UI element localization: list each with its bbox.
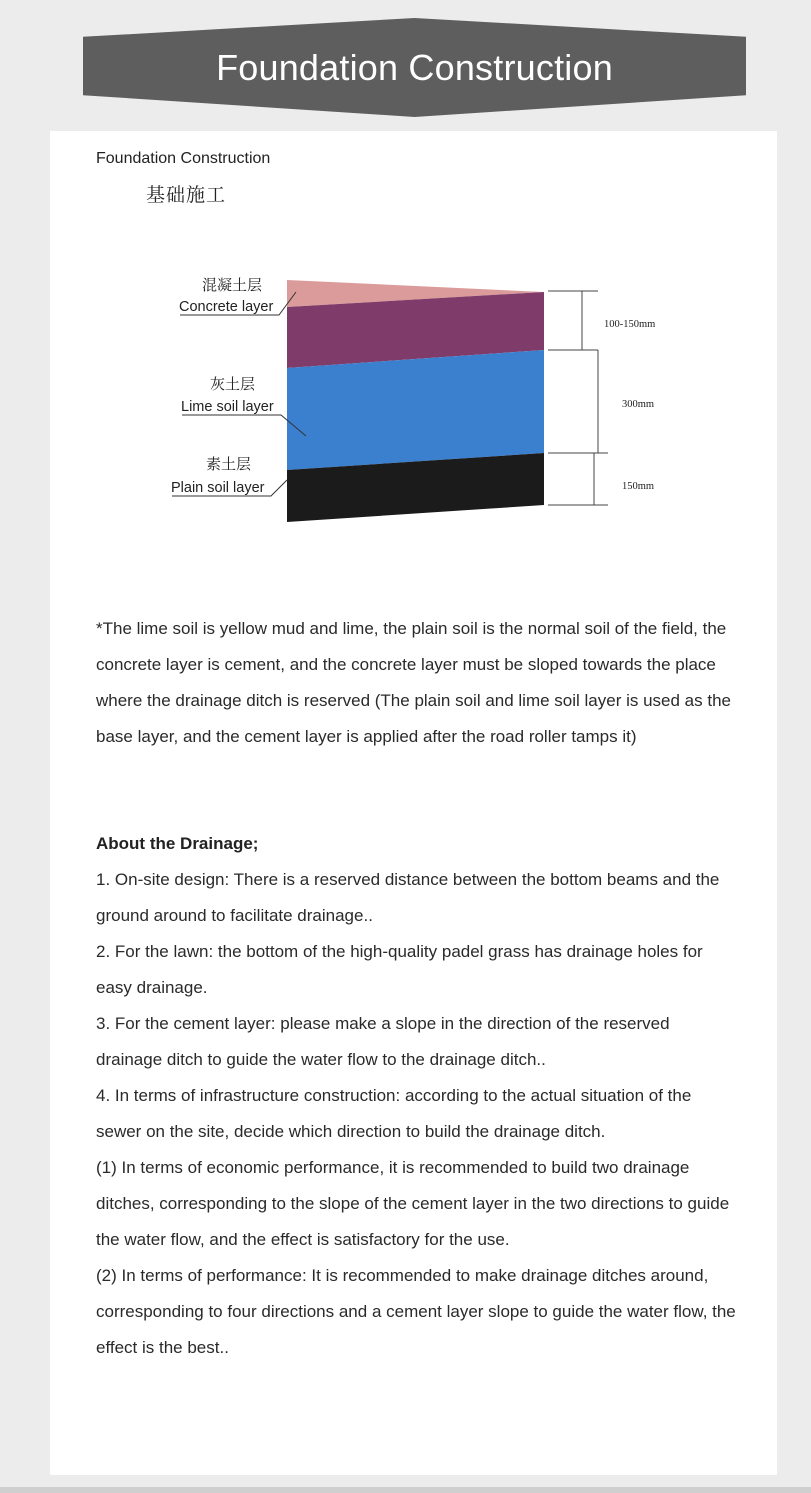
label-concrete-en: Concrete layer xyxy=(179,299,274,315)
bottom-divider xyxy=(0,1487,811,1493)
drainage-item: 4. In terms of infrastructure construction: according to the actual situation of the sewer on the site, decide which direction to build the drainage ditch. xyxy=(96,1086,692,1141)
label-lime-soil-en: Lime soil layer xyxy=(181,399,274,415)
dimension-lime-soil: 300mm xyxy=(622,399,655,410)
label-lime-soil-zh: 灰土层 xyxy=(210,375,256,393)
label-plain-soil-zh: 素土层 xyxy=(206,455,252,473)
dimension-concrete: 100-150mm xyxy=(604,319,656,330)
section-title-chinese: 基础施工 xyxy=(146,185,227,206)
layer-description: *The lime soil is yellow mud and lime, the plain soil is the normal soil of the field, the concrete layer is cement, and the concrete layer must be sloped towards the place where the drainage ditch is reserved (The plain soil and lime soil layer is used as the base layer, and the cement layer is applied after the road roller tamps it) xyxy=(96,619,731,746)
drainage-item: (1) In terms of economic performance, it is recommended to build two drainage ditches, corresponding to the slope of the cement layer in the two directions to guide the water flow, and the effect is satisfactory for the use. xyxy=(96,1158,730,1249)
drainage-section xyxy=(96,826,736,1366)
label-concrete-zh: 混凝土层 xyxy=(202,276,263,294)
dimension-plain-soil: 150mm xyxy=(622,481,655,492)
layer-diagram xyxy=(0,0,811,600)
dimension-markers xyxy=(548,291,608,505)
section-title: Foundation Construction xyxy=(96,150,271,167)
page-title: Foundation Construction xyxy=(216,46,613,88)
lime-soil-layer xyxy=(287,350,544,470)
drainage-item: 2. For the lawn: the bottom of the high-quality padel grass has drainage holes for easy drainage. xyxy=(96,942,703,997)
drainage-item: 3. For the cement layer: please make a slope in the direction of the reserved drainage ditch to guide the water flow to the drainage ditch.. xyxy=(96,1014,670,1069)
drainage-title: About the Drainage; xyxy=(96,834,259,853)
drainage-item: (2) In terms of performance: It is recommended to make drainage ditches around, corresponding to four directions and a cement layer slope to guide the water flow, the effect is the best.. xyxy=(96,1266,736,1357)
drainage-item: 1. On-site design: There is a reserved distance between the bottom beams and the ground around to facilitate drainage.. xyxy=(96,870,720,925)
label-plain-soil-en: Plain soil layer xyxy=(171,480,265,496)
